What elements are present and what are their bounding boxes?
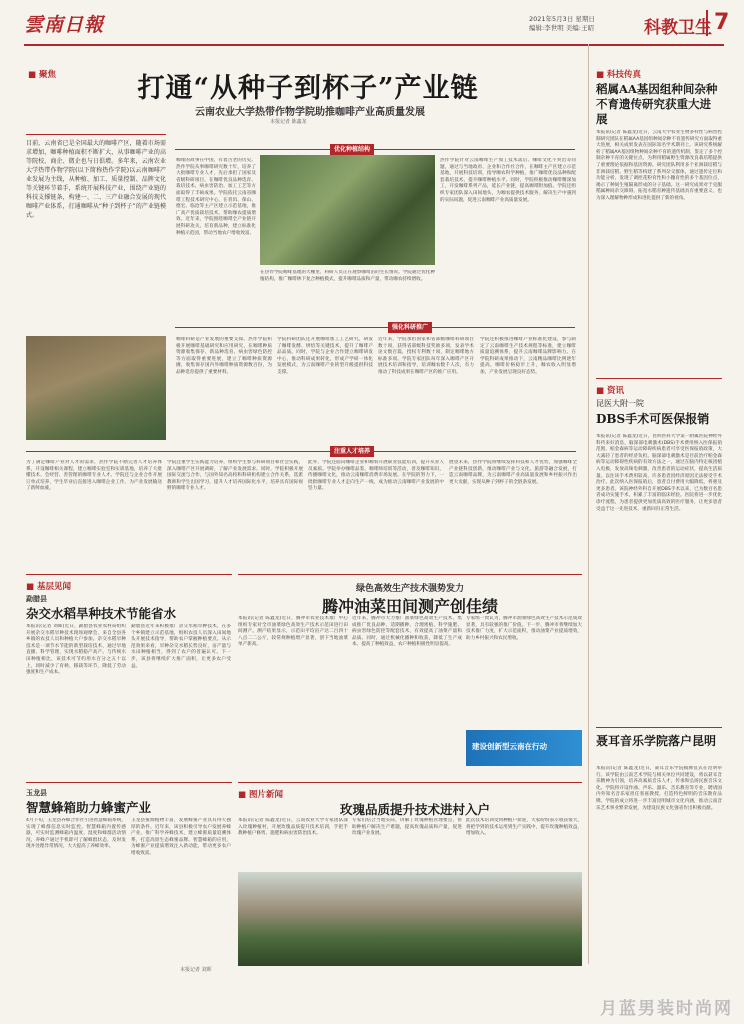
middle-banner <box>466 730 582 766</box>
kicker-icon: ■ <box>238 790 247 800</box>
county-rule <box>26 574 232 575</box>
lead-intro: 目前，云南省已是全国最大的咖啡产区，随着市场需求增加，咖啡种植面积不断扩大，从事咖啡产业的高等院校、商企、微企也与日俱增。多年来，云南农业大学热带作物学院(以下简称热作学院)以云南咖啡产业发展为主线，从种植、加工、质量控制、品牌文化等关键环节着手，系统开展科技产业，围绕产业链的科技支撑链条，构建一、二、三产业融合发展的现代咖啡产业体系，打通咖啡从“种子到杯子”的产业链模式。 <box>26 140 166 219</box>
county-kicker <box>26 580 71 592</box>
column-divider <box>588 44 589 964</box>
section-title: 科教卫生 <box>644 18 712 38</box>
bottom-headline: 玫瑰品质提升技术进村入户 <box>340 802 491 817</box>
sidebar-kicker-2 <box>596 384 624 396</box>
sidebar-story1-headline: 稻属AA基因组种间杂种不育遗传研究获重大进展 <box>596 82 718 126</box>
lead-headline: 打通“从种子到杯子”产业链 <box>137 73 479 104</box>
page-number: 7 <box>706 10 729 36</box>
county-story2-col2: 玉龙县蜜源植物丰富，发展蜂蜜产业具有得天独厚的条件。近年来，该县积极引导农户发展养蜂产业，推广科学养蜂技术，建立蜂蜜质量追溯体系，打造高原生态蜂蜜品牌。智慧蜂箱的应用，为蜂蜜产业提质增效注入新动能，带动更多农户增收致富。 <box>131 818 231 856</box>
county-story1-col1: 本报讯(记者 刘晖)近日，勐腊县农业农村局组织开展杂交水稻旱种技术现场观摩会，来自全县各乡镇的农技人员和种植大户参加。杂交水稻旱种技术是一项节水节能的新型栽培技术，通过旱地直播、科学管理，实现水稻稳产高产。与传统水田种植相比，该技术可节约用水百分之五十以上，同时减少了育秧、移栽等环节，降低了劳动强度和生产成本。 <box>26 624 126 676</box>
date-line: 2021年5月3日 星期日 <box>529 15 595 23</box>
sidebar-story2-body: 本报讯(记者 陈鑫龙)近日，昆明医科大学第一附属医院神经外科传来好消息，脑深部电刺激术(DBS)手术费用纳入医保报销范围，帕金森病等运动障碍疾病患者可享受医保报销政策，大大减轻了患者的经济负担。脑深部电刺激术是目前治疗帕金森病等运动障碍性疾病的有效方法之一，通过在脑内特定核团植入电极，发放高频电刺激，改善患者的运动症状，提高生活质量。以往该手术费用较高，许多患者因经济原因无法接受手术治疗。此次纳入医保报销后，患者自付费用大幅降低，将惠及更多患者。该院神经外科自开展DBS手术以来，已为数百名患者成功实施手术，积累了丰富的临床经验。医院将进一步优化诊疗流程，为患者提供更加优质高效的医疗服务，让更多患者受益于这一先进技术，重新回归正常生活。 <box>596 434 722 512</box>
county-kicker-label: 基层见闻 <box>37 582 72 592</box>
middle-col2: 近年来，腾冲市大力推广油菜绿色高效生产技术，集成推广优良品种、适期播种、合理密植、科学施肥、病虫害绿色防控等配套技术，有效提高了油菜产量和品质。同时，通过机械化播种和收获，降低了生产成本，提高了种植效益，农户种植积极性明显提高。 <box>352 616 462 648</box>
lead-col6: 近年来，学院承担国家和省部级咖啡科研项目数十项，获得省部级科技奖励多项，发表学术论文数百篇，授权专利数十项，制定咖啡地方标准多项。学院专家团队每年深入咖啡产区开展技术培训和指导，培训咖农数千人次，有力推动了科技成果在咖啡产区的推广应用。 <box>378 337 474 375</box>
lead-col8: 为了满足咖啡产业对人才的需求，热作学院不断完善人才培养体系，开设咖啡相关课程，建立咖啡实验室和实训基地，培养了大批懂技术、会经营、善管理的咖啡专业人才。学院还与企业合作开展订单式培养，学生毕业后直接进入咖啡企业工作，为产业发展输送了新鲜血液。 <box>26 460 162 492</box>
bottom-kicker-label: 图片新闻 <box>249 790 284 800</box>
middle-col1: 本报讯(记者 陈鑫龙)近日，腾冲市农业技术推广中心组织专家对全市油菜绿色高效生产技术示范田进行田间测产。测产结果显示，示范田平均亩产达二百四十八点二二公斤，较常规种植增产显著，创下当地油菜单产新高。 <box>238 616 348 648</box>
lead-col4: 咖啡科研是产业发展的重要支撑。热作学院积极开展咖啡基础研究和应用研究，在咖啡种质资源收集保存、新品种选育、病虫害绿色防控等方面取得重要进展，建立了咖啡种质资源圃，收集保存国内外咖啡种质资源数百份，为品种选育提供了重要材料。 <box>176 337 272 375</box>
kicker-icon: ■ <box>596 386 605 396</box>
section2-rule <box>175 327 575 328</box>
lead-col5: 学院科研团队还开展咖啡加工工艺研究，研发了咖啡发酵、烘焙等关键技术，提升了咖啡产品品质。同时，学院与企业合作建立咖啡研发中心，推动科研成果转化，形成产学研一体化发展模式，为云南咖啡产业转型升级提供科技支撑。 <box>277 337 373 375</box>
county-headline-1: 杂交水稻旱种技术节能省水 <box>26 606 177 621</box>
banner-text: 建设创新型云南在行动 <box>472 742 547 751</box>
middle-subhead: 绿色高效生产技术强势发力 <box>355 584 464 594</box>
section1-rule <box>175 149 575 150</box>
sidebar-story2-headline: DBS手术可医保报销 <box>596 412 710 426</box>
bottom-kicker <box>238 788 283 800</box>
lead-col10: 此外，学院还面向咖啡企业和咖农开展职业技能培训，提升从业人员素质。学院举办咖啡品鉴、咖啡师培训等活动，普及咖啡知识，传播咖啡文化，推动云南咖啡消费市场发展。在学院的努力下，一批批咖啡专业人才走向生产一线，成为推动云南咖啡产业发展的中坚力量。 <box>308 460 444 492</box>
lead-intro-box <box>26 134 166 234</box>
sidebar-kicker-label: 科技传真 <box>607 70 642 80</box>
lead-kicker-label: 聚焦 <box>39 70 57 80</box>
bottom-col1: 本报讯(记者 陈鑫龙)近日，云南农业大学专家团队深入玫瑰种植村，开展玫瑰品质提升技术培训，手把手教种植户修剪、施肥和病虫害防治技术。 <box>238 818 348 837</box>
bottom-col3: 此次技术培训受到种植户欢迎，大家纷纷表示收获很大，将把学到的技术运用到生产实践中，提升玫瑰种植效益，增加收入。 <box>466 818 582 837</box>
county-rule-2 <box>26 782 232 783</box>
middle-headline: 腾冲油菜田间测产创佳绩 <box>321 597 498 616</box>
lead-col9: 学院注重学生实践能力培养，组织学生参与科研项目和社会实践，深入咖啡产区开展调研，了解产业发展需求。同时，学院积极开展国际交流与合作，与国外知名高校和科研机构建立合作关系，选派教师和学生出国学习，提升人才培养国际化水平，培养具有国际视野的咖啡专业人才。 <box>167 460 303 492</box>
sidebar-rule-2 <box>596 727 722 728</box>
sidebar-story2-headline-small: 昆医大附一院 <box>596 399 644 408</box>
bottom-photo <box>238 872 582 966</box>
lead-col1: 咖啡的故事在中国，有着古老的历史。热作学院从事咖啡研究数十年，培养了大批咖啡专业人才，先后承担了国家及省级科研项目，在咖啡优良品种选育、栽培技术、病虫害防治、加工工艺等方面取得了丰硕成果。学院依托云南省咖啡工程技术研究中心，在普洱、保山、德宏、临沧等主产区建立示范基地，推广高产优质栽培技术，帮助咖农提质增效。近年来，学院围绕咖啡全产业链开展科研攻关，培育新品种，建立标准化种植示范园，带动当地农户增收致富。 <box>176 158 256 236</box>
lead-byline: 本报记者 陈鑫龙 <box>270 119 307 125</box>
lead-subhead: 云南农业大学热带作物学院助推咖啡产业高质量发展 <box>195 107 425 118</box>
newspaper-logo: 雲南日報 <box>24 14 105 36</box>
lead-col11: 展望未来，热作学院将继续发挥科技和人才优势，加强咖啡全产业链科技创新，推动咖啡产业与文化、旅游等融合发展，打造云南咖啡品牌，为云南咖啡产业高质量发展和乡村振兴作出更大贡献，实现从种子到杯子的全链条发展。 <box>449 460 577 485</box>
bottom-col2: 专家们结合当地实际，讲解了玫瑰种植管理要点，帮助种植户解决生产难题，提高玫瑰品质和产量，促进玫瑰产业发展。 <box>352 818 462 837</box>
sidebar-story3-body: 本报讯(记者 陈鑫龙)近日，聂耳音乐学院揭牌仪式在昆明举行。该学院由云南艺术学院与相关单位共同建设，将以聂耳音乐精神为引领，培养高素质音乐人才，传承和弘扬民族音乐文化。学院将开设作曲、声乐、器乐、音乐教育等专业，聘请国内外知名音乐家担任客座教授，打造特色鲜明的音乐教育品牌。学院的成立将进一步丰富昆明城市文化内涵，推动云南音乐艺术事业繁荣发展，为建设民族文化强省作出积极贡献。 <box>596 766 722 811</box>
county-headline-2: 智慧蜂箱助力蜂蜜产业 <box>26 800 152 815</box>
section3-rule <box>26 451 576 452</box>
sidebar-kicker2-label: 资讯 <box>607 386 625 396</box>
lead-photo-1 <box>260 155 435 265</box>
sidebar-kicker <box>596 68 641 80</box>
lead-kicker <box>28 68 56 80</box>
middle-col3: 专家组一致认为，腾冲市油菜绿色高效生产技术示范成效显著，具有较强的推广价值。下一步，腾冲市将继续加大技术推广力度，扩大示范面积，推动油菜产业提质增效，助力乡村振兴和农民增收。 <box>466 616 582 641</box>
section3-label: 注重人才培养 <box>330 446 374 457</box>
sidebar-rule-1 <box>596 378 722 379</box>
county-place-1: 勐腊县 <box>26 595 47 603</box>
bottom-rule <box>238 782 582 783</box>
editor-line: 编辑:李世明 美编:王昭 <box>529 24 594 32</box>
lead-col3: 热作学院针对云南咖啡生产加工技术落后、咖啡文化不突出等问题，通过与当地政府、企业和合作社合作，在咖啡主产区建立示范基地，开展科技培训，指导咖农科学种植，推广咖啡优良品种和配套栽培技术，提升咖啡种植水平。同时，学院积极推动咖啡精深加工，开发咖啡系列产品，延长产业链，提高咖啡附加值。学院还组织专家团队深入田间地头，为咖农提供技术服务，解决生产中遇到的实际问题，促进云南咖啡产业高质量发展。 <box>440 158 576 203</box>
county-story2-col1: 4月下旬，玉龙县养蜂合作社引进智慧蜂箱系统，实现了蜂群信息实时监控。智慧蜂箱内置传感器，可实时监测蜂箱内温度、湿度和蜂群活动情况，养蜂户通过手机即可了解蜂群状态，及时发现并处理异常情况，大大提高了养蜂效率。 <box>26 818 126 850</box>
date-block <box>529 15 639 33</box>
masthead <box>24 6 730 46</box>
section2-label: 强化科研推广 <box>388 322 432 333</box>
county-byline: 本报记者 刘晖 <box>180 967 212 973</box>
kicker-icon: ■ <box>596 70 605 80</box>
sidebar-story1-body: 本报讯(记者 陈鑫龙)近日，云南大学农业生物多样性与病害控制研究团队在稻属AA基因组种间杂种不育遗传研究方面取得重大进展，相关成果发表在国际知名学术期刊上。该研究系统解析了稻属AA基因组物种间杂种不育的遗传机制，鉴定了多个控制杂种不育的关键位点，为利用稻属野生资源改良栽培稻提供了重要理论依据和基因资源。研究团队利用多个亚洲栽培稻与非洲栽培稻、野生稻等构建了系列杂交群体，通过遗传定位和功能分析，发现了调控花粉育性和小穗育性的多个基因位点，揭示了种间生殖隔离形成的分子基础。这一研究成果对于克服稻属种间杂交障碍、拓宽水稻育种遗传基础具有重要意义，也为深入理解物种形成和进化提供了新的视角。 <box>596 130 722 201</box>
middle-rule <box>238 574 582 575</box>
kicker-icon: ■ <box>26 582 35 592</box>
kicker-icon: ■ <box>28 70 37 80</box>
county-place-2: 玉龙县 <box>26 789 47 797</box>
section1-label: 优化种植结构 <box>330 144 374 155</box>
lead-photo-caption: 在热作学院咖啡基地的大棚里，科研人员正在观察咖啡苗的生长情况。学院通过优化种植结构，推广咖啡林下复合种植模式，提升咖啡品质和产量，带动咖农持续增收。 <box>260 270 435 282</box>
sidebar-story3-headline: 聂耳音乐学院落户昆明 <box>596 734 717 748</box>
lead-photo-2 <box>26 336 166 440</box>
watermark: 月蓝男装时尚网 <box>600 999 733 1019</box>
county-story1-col2: 勐腊县近年来积极推广杂交水稻旱种技术，在多个乡镇建立示范基地，组织农技人员深入田间地头开展技术指导，帮助农户掌握种植要点。从示范效果来看，旱种杂交水稻长势良好，亩产量与水田种植相当，得到了农户的普遍认可。下一步，该县将继续扩大推广面积，让更多农户受益。 <box>131 624 231 669</box>
lead-col7: 学院还积极推进咖啡产业标准化建设，参与制定了云南咖啡生产技术规程等标准，建立咖啡质量追溯体系，提升云南咖啡品牌影响力。在学院科研成果推动下，云南精品咖啡比例逐年提高，咖啡价格稳步上升，咖农收入明显增加，产业发展呈现良好态势。 <box>480 337 576 375</box>
